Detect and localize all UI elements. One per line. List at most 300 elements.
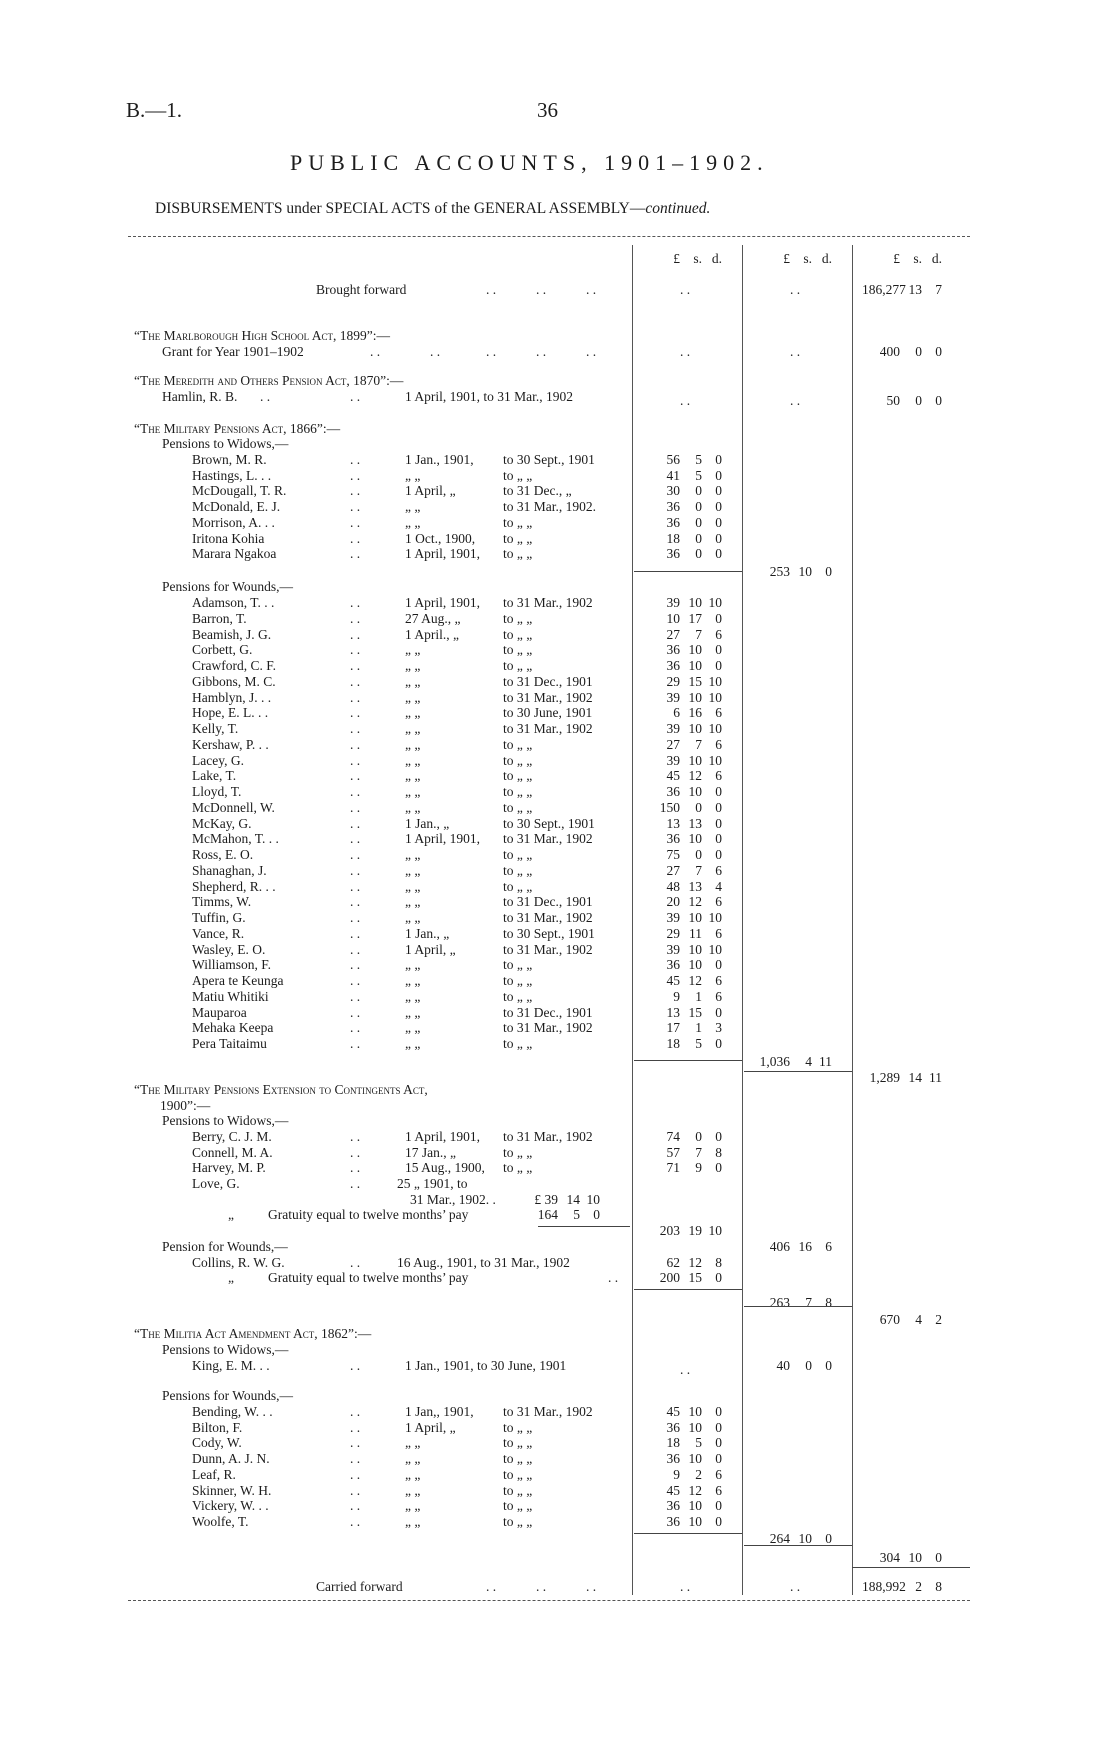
militia-wound-name: Skinner, W. H.	[192, 1482, 272, 1498]
militia-wound-amount-shillings: 10	[688, 1419, 702, 1435]
militia-wound-leader: . .	[350, 1498, 361, 1514]
military-widow-amount-pence: 0	[715, 483, 722, 499]
militia-wound-amount-pence: 0	[715, 1404, 722, 1419]
contingents-widow-name: Connell, M. A.	[192, 1144, 273, 1160]
military-wound-amount	[642, 659, 722, 673]
military-widow-amount-pounds: 36	[666, 514, 680, 530]
military-wound-from: 1 April, „	[405, 941, 456, 957]
pensions-to-widows-heading: Pensions to Widows,—	[162, 436, 289, 451]
military-wound-from: „ „	[405, 910, 421, 925]
military-wound-to: to „ „	[503, 784, 533, 799]
carried-forward-label: Carried forward	[316, 1579, 403, 1594]
military-widow-from: 1 Jan., 1901,	[405, 452, 474, 467]
military-wound-from: „ „	[405, 894, 421, 910]
military-wound-leader: . .	[350, 736, 361, 752]
military-wound-amount-pounds: 6	[673, 705, 680, 721]
military-wound-to: to 31 Dec., 1901	[503, 673, 593, 689]
brought-forward-total-pence: 7	[935, 282, 942, 297]
militia-wound-amount-pounds: 45	[666, 1482, 680, 1498]
military-wound-amount-pounds: 45	[666, 973, 680, 988]
military-wound-leader: . .	[350, 910, 361, 925]
military-wound-amount-shillings: 10	[688, 689, 702, 705]
heading-col1-shillings: s.	[693, 251, 702, 266]
military-wound-amount-shillings: 10	[688, 910, 702, 925]
military-widow-amount-pounds: 36	[666, 546, 680, 562]
military-wound-name: Shanaghan, J.	[192, 862, 267, 878]
military-wound-to: to „ „	[503, 799, 533, 815]
militia-wounds-subtotal-shillings: 10	[798, 1531, 812, 1546]
military-widows-subtotal-pounds: 253	[769, 564, 790, 579]
military-widow-from: 1 April, 1901,	[405, 546, 481, 562]
column-divider-3	[852, 245, 853, 1595]
military-wounds-subtotal-shillings: 4	[805, 1054, 812, 1069]
military-wound-name: Tuffin, G.	[192, 910, 246, 925]
military-widow-amount-pence: 0	[715, 514, 722, 530]
militia-wound-name: Leaf, R.	[192, 1466, 236, 1482]
militia-wound-leader: . .	[350, 1466, 361, 1482]
carried-forward-total	[862, 1580, 942, 1594]
military-wound-name: McMahon, T. . .	[192, 831, 279, 847]
leader-dots: . .	[680, 282, 691, 297]
military-wound-amount	[642, 1037, 722, 1051]
military-widows-subtotal-shillings: 10	[798, 564, 812, 579]
militia-wound-amount	[642, 1436, 722, 1450]
military-wound-name: Gibbons, M. C.	[192, 673, 276, 689]
collins-gratuity-amount-shillings: 15	[688, 1270, 702, 1285]
military-wound-name: Matiu Whitiki	[192, 988, 269, 1004]
military-widow-to: to 31 Dec., „	[503, 483, 572, 499]
militia-wound-amount-pounds: 36	[666, 1513, 680, 1529]
military-wound-amount-pounds: 29	[666, 925, 680, 941]
subtitle-continued: continued.	[645, 200, 711, 217]
king-amount-shillings: 0	[805, 1358, 812, 1373]
military-wound-leader: . .	[350, 988, 361, 1004]
military-wound-amount-pounds: 9	[673, 988, 680, 1004]
military-wound-amount-pounds: 20	[666, 894, 680, 910]
contingents-widows-subtotal-shillings: 19	[688, 1223, 702, 1238]
military-wound-to: to „ „	[503, 847, 533, 862]
leader-dots: . .	[586, 344, 597, 359]
military-wound-name: Apera te Keunga	[192, 973, 284, 988]
military-wound-from: „ „	[405, 862, 421, 878]
love-rule	[538, 1226, 630, 1227]
military-wound-name: Kershaw, P. . .	[192, 736, 269, 752]
militia-wound-from: 1 Jan,, 1901,	[405, 1404, 474, 1419]
military-wound-leader: . .	[350, 1036, 361, 1051]
leader-dots: . .	[350, 1176, 361, 1191]
contingents-total	[862, 1313, 942, 1327]
military-wound-name: Crawford, C. F.	[192, 658, 277, 673]
military-wound-amount	[642, 848, 722, 862]
carried-forward-rule	[852, 1567, 970, 1568]
military-wound-amount	[642, 958, 722, 972]
leader-dots: . .	[790, 393, 801, 408]
military-wound-amount-pence: 6	[715, 768, 722, 784]
militia-wound-amount-pence: 6	[715, 1466, 722, 1482]
military-wound-amount-shillings: 13	[688, 878, 702, 894]
military-wound-name: Shepherd, R. . .	[192, 878, 276, 894]
table-bottom-rule	[128, 1600, 970, 1601]
military-wound-amount	[642, 628, 722, 642]
militia-wound-leader: . .	[350, 1451, 361, 1467]
military-wound-name: Hamblyn, J. . .	[192, 689, 272, 705]
military-widow-from: 1 Oct., 1900,	[405, 530, 476, 546]
military-wound-name: McDonnell, W.	[192, 799, 275, 815]
love-pension-amount-shillings: 14	[566, 1192, 580, 1207]
military-wound-amount-shillings: 10	[688, 957, 702, 973]
leader-dots: . .	[680, 1579, 691, 1594]
military-wound-name: Williamson, F.	[192, 957, 272, 973]
military-wound-name: Kelly, T.	[192, 721, 239, 736]
leader-dots: . .	[790, 1579, 801, 1594]
contingents-total-shillings: 4	[915, 1312, 922, 1327]
military-wound-amount-shillings: 12	[688, 768, 702, 784]
contingents-widow-leader: . .	[350, 1160, 361, 1176]
military-widow-amount-pence: 0	[715, 530, 722, 546]
military-wound-name: Corbett, G.	[192, 642, 253, 658]
military-total-pounds: 1,289	[869, 1070, 900, 1085]
militia-wound-to: to „ „	[503, 1513, 533, 1529]
militia-wound-amount-shillings: 2	[695, 1466, 702, 1482]
military-wound-amount	[642, 832, 722, 846]
page-title: PUBLIC ACCOUNTS, 1901–1902.	[290, 150, 769, 175]
military-wound-from: 27 Aug., „	[405, 610, 461, 626]
military-wound-amount-pounds: 13	[666, 815, 680, 831]
contingents-widow-amount-pounds: 57	[666, 1144, 680, 1160]
carried-forward-total-pounds: 188,992	[862, 1579, 906, 1594]
military-wound-to: to „ „	[503, 626, 533, 642]
military-wound-from: „ „	[405, 878, 421, 894]
military-widow-amount	[642, 532, 722, 546]
military-widows-rule	[634, 571, 742, 572]
military-wound-amount-pence: 0	[715, 847, 722, 862]
military-wound-amount-pounds: 45	[666, 768, 680, 784]
military-wound-amount	[642, 943, 722, 957]
military-wound-name: Beamish, J. G.	[192, 626, 272, 642]
military-wound-name: Pera Taitaimu	[192, 1036, 267, 1051]
military-wound-to: to „ „	[503, 642, 533, 658]
military-widow-amount-shillings: 0	[695, 483, 702, 499]
collins-gratuity: Gratuity equal to twelve months’ pay	[268, 1270, 469, 1285]
love-pension-amount-pence: 10	[586, 1192, 600, 1207]
military-widow-amount-pence: 0	[715, 467, 722, 483]
militia-wound-leader: . .	[350, 1482, 361, 1498]
militia-wound-leader: . .	[350, 1435, 361, 1451]
page-number: 36	[537, 98, 558, 122]
military-wound-amount-pounds: 10	[666, 610, 680, 626]
militia-wounds-heading: Pensions for Wounds,—	[162, 1388, 294, 1403]
love-gratuity-amount-pence: 0	[593, 1207, 600, 1222]
military-wound-amount-pence: 10	[708, 689, 722, 705]
military-wound-amount	[642, 643, 722, 657]
military-wound-amount-pounds: 150	[659, 799, 680, 815]
militia-wound-to: to „ „	[503, 1498, 533, 1514]
militia-wound-amount-shillings: 5	[695, 1435, 702, 1451]
column-divider-1	[632, 245, 633, 1595]
heading-col1-pounds: £	[673, 251, 680, 266]
militia-wound-name: Woolfe, T.	[192, 1513, 249, 1529]
militia-total	[862, 1551, 942, 1565]
contingents-widow-to: to „ „	[503, 1144, 533, 1160]
militia-wound-to: to „ „	[503, 1419, 533, 1435]
king-period: 1 Jan., 1901, to 30 June, 1901	[405, 1358, 567, 1373]
love-gratuity-ditto: „	[228, 1207, 234, 1222]
military-wound-amount-pence: 6	[715, 925, 722, 941]
collins-gratuity-amount-pence: 0	[715, 1270, 722, 1285]
military-wound-amount	[642, 880, 722, 894]
military-widow-to: to „ „	[503, 514, 533, 530]
military-wound-amount	[642, 738, 722, 752]
military-wound-name: McKay, G.	[192, 815, 252, 831]
military-wound-amount-pence: 0	[715, 1036, 722, 1051]
contingents-widow-amount-shillings: 7	[695, 1144, 702, 1160]
military-wound-name: Lloyd, T.	[192, 784, 242, 799]
military-wound-amount-shillings: 7	[695, 862, 702, 878]
military-widow-from: „ „	[405, 499, 421, 515]
military-wound-amount-pence: 10	[708, 673, 722, 689]
military-wound-leader: . .	[350, 658, 361, 673]
contingents-widows-heading: Pensions to Widows,—	[162, 1113, 289, 1128]
military-wound-amount-shillings: 15	[688, 1004, 702, 1020]
military-wound-amount-shillings: 10	[688, 721, 702, 736]
contingents-widow-name: Berry, C. J. M.	[192, 1129, 272, 1144]
love-period-start: 25 „ 1901, to	[397, 1176, 468, 1191]
military-wound-to: to 30 June, 1901	[503, 705, 593, 721]
militia-wounds-subtotal-pence: 0	[825, 1531, 832, 1546]
military-wound-amount-pounds: 27	[666, 626, 680, 642]
militia-wound-amount-shillings: 10	[688, 1498, 702, 1514]
military-wound-leader: . .	[350, 815, 361, 831]
contingents-widow-amount	[642, 1130, 722, 1144]
military-wound-amount-shillings: 10	[688, 658, 702, 673]
pensions-for-wounds-heading: Pensions for Wounds,—	[162, 579, 294, 594]
contingents-widow-from: 17 Jan., „	[405, 1144, 456, 1160]
contingents-widow-to: to „ „	[503, 1160, 533, 1176]
military-wound-amount-shillings: 10	[688, 595, 702, 610]
contingents-wounds-subtotal-shillings: 7	[805, 1295, 812, 1310]
militia-wound-amount-pounds: 36	[666, 1419, 680, 1435]
leader-dots: . .	[486, 282, 497, 297]
military-wound-leader: . .	[350, 973, 361, 988]
military-wound-amount	[642, 754, 722, 768]
militia-wound-from: „ „	[405, 1435, 421, 1451]
military-wound-name: Mauparoa	[192, 1004, 247, 1020]
military-wound-to: to „ „	[503, 752, 533, 768]
contingents-widow-amount-shillings: 0	[695, 1129, 702, 1144]
contingents-wounds-subtotal	[752, 1296, 832, 1310]
militia-wound-amount	[642, 1484, 722, 1498]
military-wound-name: Wasley, E. O.	[192, 941, 266, 957]
military-wound-leader: . .	[350, 1020, 361, 1036]
contingents-widow-amount-shillings: 9	[695, 1160, 702, 1176]
heading-col2-shillings: s.	[803, 251, 812, 266]
military-widow-name: McDonald, E. J.	[192, 499, 281, 515]
militia-wounds-subtotal-pounds: 264	[769, 1531, 790, 1546]
military-widow-leader: . .	[350, 467, 361, 483]
military-wound-amount	[642, 722, 722, 736]
document-code: B.—1.	[126, 98, 183, 122]
military-wound-amount-shillings: 17	[688, 610, 702, 626]
brought-forward-total-shillings: 13	[908, 282, 922, 297]
militia-wounds-rule	[634, 1533, 742, 1534]
militia-wound-amount-pence: 0	[715, 1435, 722, 1451]
military-widow-to: to 30 Sept., 1901	[503, 452, 595, 467]
contingents-wounds-heading: Pension for Wounds,—	[162, 1239, 288, 1254]
contingents-widow-from: 1 April, 1901,	[405, 1129, 481, 1144]
military-widow-amount	[642, 516, 722, 530]
column-divider-2	[742, 245, 743, 1595]
militia-wound-name: Vickery, W. . .	[192, 1498, 269, 1514]
military-wound-name: Ross, E. O.	[192, 847, 254, 862]
military-widow-amount-shillings: 0	[695, 546, 702, 562]
collins-gratuity-amount-pounds: 200	[659, 1270, 680, 1285]
military-wound-from: „ „	[405, 768, 421, 784]
military-widow-amount	[642, 453, 722, 467]
militia-wound-amount-pounds: 36	[666, 1451, 680, 1467]
heading-col3-pounds: £	[893, 251, 900, 266]
heading-col2	[752, 252, 832, 266]
military-wound-to: to 31 Mar., 1902	[503, 595, 593, 610]
military-wound-amount-shillings: 5	[695, 1036, 702, 1051]
military-widow-leader: . .	[350, 483, 361, 499]
king-amount-pounds: 40	[776, 1358, 790, 1373]
military-wound-leader: . .	[350, 595, 361, 610]
love-gratuity: Gratuity equal to twelve months’ pay	[268, 1207, 469, 1222]
leader-dots: . .	[790, 282, 801, 297]
meredith-total	[862, 394, 942, 408]
military-wound-leader: . .	[350, 768, 361, 784]
military-wound-amount	[642, 785, 722, 799]
contingents-widow-amount-pence: 8	[715, 1144, 722, 1160]
military-wound-amount	[642, 927, 722, 941]
military-wound-amount-pence: 0	[715, 642, 722, 658]
military-wound-amount-pounds: 18	[666, 1036, 680, 1051]
military-wound-to: to „ „	[503, 658, 533, 673]
military-widow-amount-pence: 0	[715, 452, 722, 467]
military-wound-amount-pence: 4	[715, 878, 722, 894]
leader-dots: . .	[790, 344, 801, 359]
act-heading-contingents-year: 1900”:—	[160, 1098, 211, 1113]
military-wound-amount-shillings: 0	[695, 847, 702, 862]
military-wound-amount-shillings: 7	[695, 736, 702, 752]
military-wounds-rule	[634, 1060, 742, 1061]
military-wound-leader: . .	[350, 721, 361, 736]
military-widow-to: to „ „	[503, 546, 533, 562]
contingents-widow-name: Harvey, M. P.	[192, 1160, 266, 1176]
military-widow-amount-pounds: 18	[666, 530, 680, 546]
heading-col3-pence: d.	[931, 251, 942, 266]
military-widow-amount	[642, 500, 722, 514]
militia-wound-amount	[642, 1499, 722, 1513]
military-widow-name: Marara Ngakoa	[192, 546, 277, 562]
military-wound-from: „ „	[405, 957, 421, 973]
military-widow-leader: . .	[350, 530, 361, 546]
military-wound-from: „ „	[405, 973, 421, 988]
leader-dots: . .	[430, 344, 441, 359]
military-wound-amount-shillings: 10	[688, 831, 702, 847]
militia-wound-from: „ „	[405, 1451, 421, 1467]
military-wound-amount-pounds: 27	[666, 862, 680, 878]
leader-dots: . .	[350, 389, 361, 404]
military-wound-amount-pounds: 48	[666, 878, 680, 894]
heading-col2-pence: d.	[821, 251, 832, 266]
military-wound-from: „ „	[405, 705, 421, 721]
military-widow-amount-shillings: 5	[695, 467, 702, 483]
heading-col3-shillings: s.	[913, 251, 922, 266]
military-wound-amount-pence: 10	[708, 752, 722, 768]
military-wound-amount-pence: 0	[715, 957, 722, 973]
military-wound-amount-shillings: 10	[688, 642, 702, 658]
love-gratuity-amount-pounds: 164	[537, 1207, 558, 1222]
militia-wound-amount-shillings: 10	[688, 1404, 702, 1419]
military-widow-amount	[642, 484, 722, 498]
military-total-rule	[744, 1071, 852, 1072]
military-wound-to: to „ „	[503, 973, 533, 988]
military-widow-amount-shillings: 0	[695, 499, 702, 515]
military-total	[862, 1071, 942, 1085]
military-wound-leader: . .	[350, 831, 361, 847]
military-wound-to: to 31 Dec., 1901	[503, 1004, 593, 1020]
militia-wound-name: Bilton, F.	[192, 1419, 243, 1435]
military-wound-amount	[642, 1006, 722, 1020]
military-wound-to: to 31 Mar., 1902	[503, 831, 593, 847]
military-wound-amount	[642, 990, 722, 1004]
military-wound-amount	[642, 769, 722, 783]
king-amount-pence: 0	[825, 1358, 832, 1373]
military-wound-from: „ „	[405, 658, 421, 673]
collins-amount	[642, 1256, 722, 1270]
militia-wound-to: to „ „	[503, 1435, 533, 1451]
collins-amount-pounds: 62	[666, 1255, 680, 1270]
military-wound-leader: . .	[350, 957, 361, 973]
military-wound-amount-pence: 10	[708, 941, 722, 957]
contingents-widows-subtotal-pence: 10	[708, 1223, 722, 1238]
military-wound-from: 1 Jan., „	[405, 925, 450, 941]
military-wound-leader: . .	[350, 784, 361, 799]
military-wound-leader: . .	[350, 642, 361, 658]
military-wound-amount-pounds: 39	[666, 941, 680, 957]
military-wound-leader: . .	[350, 705, 361, 721]
military-widow-amount-shillings: 5	[695, 452, 702, 467]
contingents-total-pounds: 670	[879, 1312, 900, 1327]
military-wound-amount-pounds: 36	[666, 831, 680, 847]
leader-dots: . .	[586, 1579, 597, 1594]
military-wound-name: Vance, R.	[192, 925, 245, 941]
militia-total-shillings: 10	[908, 1550, 922, 1565]
contingents-widow-amount	[642, 1146, 722, 1160]
king-name: King, E. M. . .	[192, 1358, 270, 1373]
militia-wound-amount-pounds: 36	[666, 1498, 680, 1514]
military-wound-amount-pence: 3	[715, 1020, 722, 1036]
leader-dots: . .	[486, 344, 497, 359]
leader-dots: . .	[370, 344, 381, 359]
military-wound-amount-pounds: 36	[666, 784, 680, 799]
contingents-total-rule	[744, 1306, 852, 1307]
military-wound-amount-pence: 0	[715, 799, 722, 815]
military-widows-subtotal-pence: 0	[825, 564, 832, 579]
military-widow-amount-pounds: 56	[666, 452, 680, 467]
military-wound-amount	[642, 864, 722, 878]
military-wound-amount-pounds: 39	[666, 721, 680, 736]
military-widow-amount-pounds: 41	[666, 467, 680, 483]
military-widow-from: 1 April, „	[405, 483, 456, 499]
military-wound-leader: . .	[350, 626, 361, 642]
table-top-rule	[128, 236, 970, 237]
militia-wound-amount	[642, 1468, 722, 1482]
military-wound-from: „ „	[405, 1020, 421, 1036]
military-wound-from: „ „	[405, 673, 421, 689]
contingents-widow-to: to 31 Mar., 1902	[503, 1129, 593, 1144]
